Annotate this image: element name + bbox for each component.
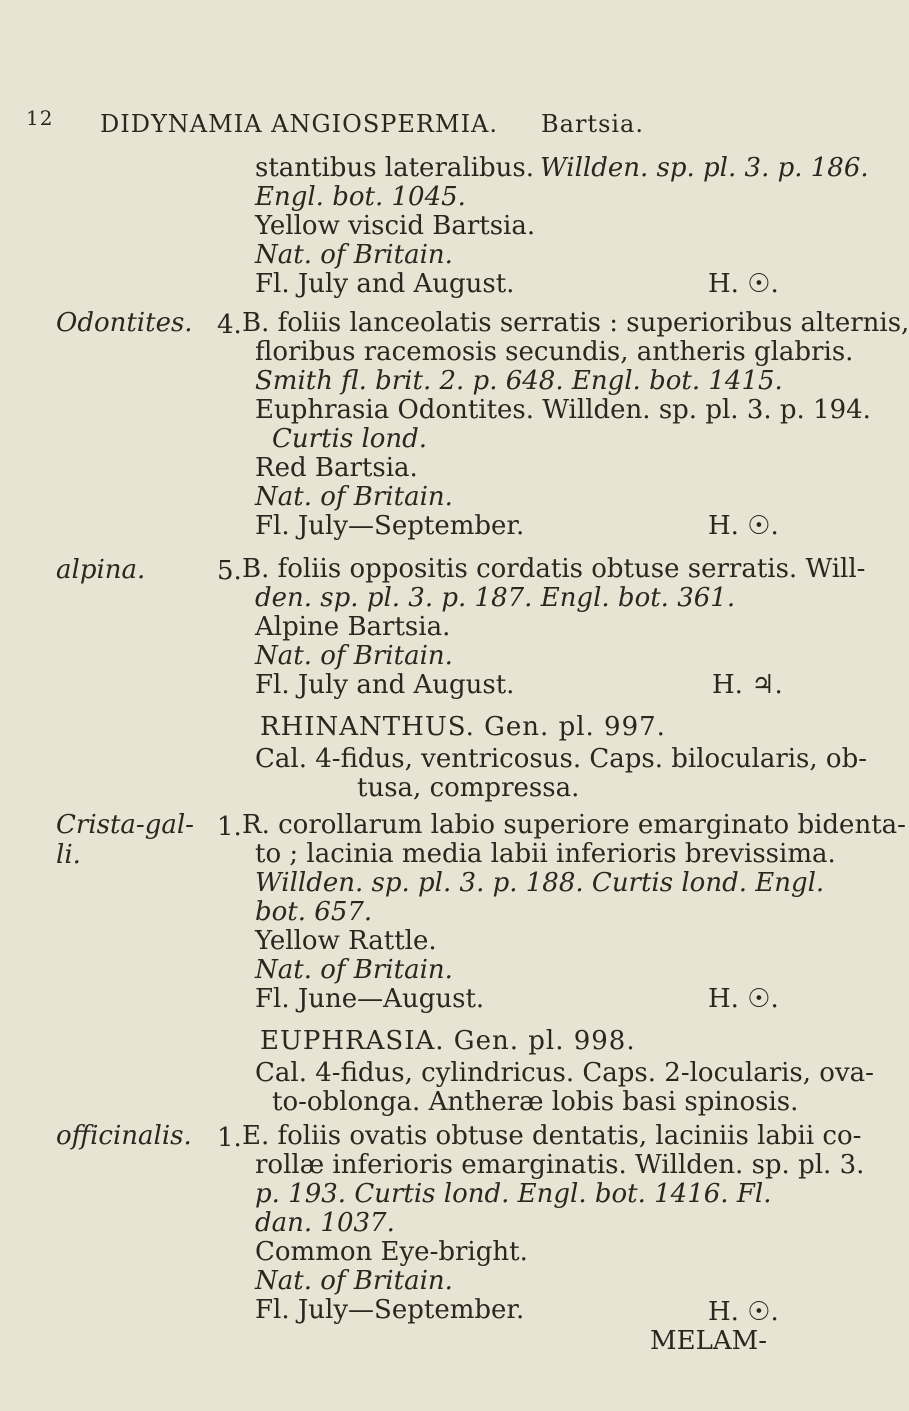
text-line: E. foliis ovatis obtuse dentatis, laciniis labii co- — [242, 1121, 862, 1151]
text-line: Alpine Bartsia. — [255, 612, 451, 642]
text-line: Nat. of Britain. — [255, 1266, 453, 1296]
margin-epithet: Crista-gal- — [56, 810, 194, 840]
genus-title: Bartsia. — [541, 110, 644, 138]
text-line: Smith fl. brit. 2. p. 648. Engl. bot. 1415. — [255, 366, 783, 396]
text-line: Nat. of Britain. — [255, 641, 453, 671]
genus-character: Cal. 4-fidus, ventricosus. Caps. bilocularis, ob- — [255, 744, 868, 774]
text-line: Willden. sp. pl. 3. p. 188. Curtis lond. Engl. — [255, 868, 825, 898]
text-line: B. foliis lanceolatis serratis : superioribus alternis, — [242, 308, 909, 338]
margin-epithet: li. — [56, 840, 81, 870]
text-line: Fl. July—September. — [255, 511, 525, 541]
text-line: dan. 1037. — [255, 1208, 395, 1238]
entry-number: 5. — [217, 556, 242, 586]
habit-symbol: H. ☉. — [708, 511, 779, 541]
genus-character: to-oblonga. Antheræ lobis basi spinosis. — [272, 1087, 799, 1117]
text-line: Curtis lond. — [272, 424, 428, 454]
page-mark: 12 — [26, 106, 54, 130]
text-line: p. 193. Curtis lond. Engl. bot. 1416. Fl. — [255, 1179, 772, 1209]
genus-character: tusa, compressa. — [357, 773, 580, 803]
margin-epithet: Odontites. — [56, 308, 193, 338]
genus-heading: EUPHRASIA. Gen. pl. 998. — [260, 1026, 636, 1056]
entry-number: 1. — [217, 812, 242, 842]
text-line: Fl. July—September. — [255, 1295, 525, 1325]
text-line: B. foliis oppositis cordatis obtuse serratis. Will- — [242, 554, 866, 584]
text-line: Common Eye-bright. — [255, 1237, 528, 1267]
margin-epithet: officinalis. — [56, 1121, 192, 1151]
habit-symbol: H. ☉. — [708, 1297, 779, 1327]
text-line: Euphrasia Odontites. Willden. sp. pl. 3. p. 194. — [255, 395, 871, 425]
entry-number: 4. — [217, 310, 242, 340]
text-line: to ; lacinia media labii inferioris brevissima. — [255, 839, 836, 869]
text-line: rollæ inferioris emarginatis. Willden. sp. pl. 3. — [255, 1150, 865, 1180]
text-line: Yellow Rattle. — [255, 926, 437, 956]
habit-symbol: H. ☉. — [708, 984, 779, 1014]
text-line: bot. 657. — [255, 897, 373, 927]
text-line: Fl. July and August. — [255, 670, 515, 700]
habit-symbol: H. ☉. — [708, 269, 779, 299]
text-line: Nat. of Britain. — [255, 240, 453, 270]
genus-character: Cal. 4-fidus, cylindricus. Caps. 2-locularis, ova- — [255, 1058, 874, 1088]
text-line: Engl. bot. 1045. — [255, 182, 466, 212]
text-line: floribus racemosis secundis, antheris glabris. — [255, 337, 854, 367]
text-line: R. corollarum labio superiore emarginato bidenta- — [242, 810, 906, 840]
running-title: DIDYNAMIA ANGIOSPERMIA. — [100, 110, 499, 138]
text-line: Nat. of Britain. — [255, 955, 453, 985]
catchword: MELAM- — [650, 1326, 768, 1356]
text-line: Willden. sp. pl. 3. p. 186. — [540, 153, 869, 183]
text-line: Red Bartsia. — [255, 453, 418, 483]
habit-symbol: H. ♃. — [712, 670, 783, 700]
entry-number: 1. — [217, 1123, 242, 1153]
text-line: Yellow viscid Bartsia. — [255, 211, 536, 241]
text-line: den. sp. pl. 3. p. 187. Engl. bot. 361. — [255, 583, 736, 613]
margin-epithet: alpina. — [56, 555, 146, 585]
text-line: Fl. July and August. — [255, 269, 515, 299]
genus-heading: RHINANTHUS. Gen. pl. 997. — [260, 712, 666, 742]
text-line: Fl. June—August. — [255, 984, 485, 1014]
text-line: stantibus lateralibus. — [255, 153, 535, 183]
text-line: Nat. of Britain. — [255, 482, 453, 512]
